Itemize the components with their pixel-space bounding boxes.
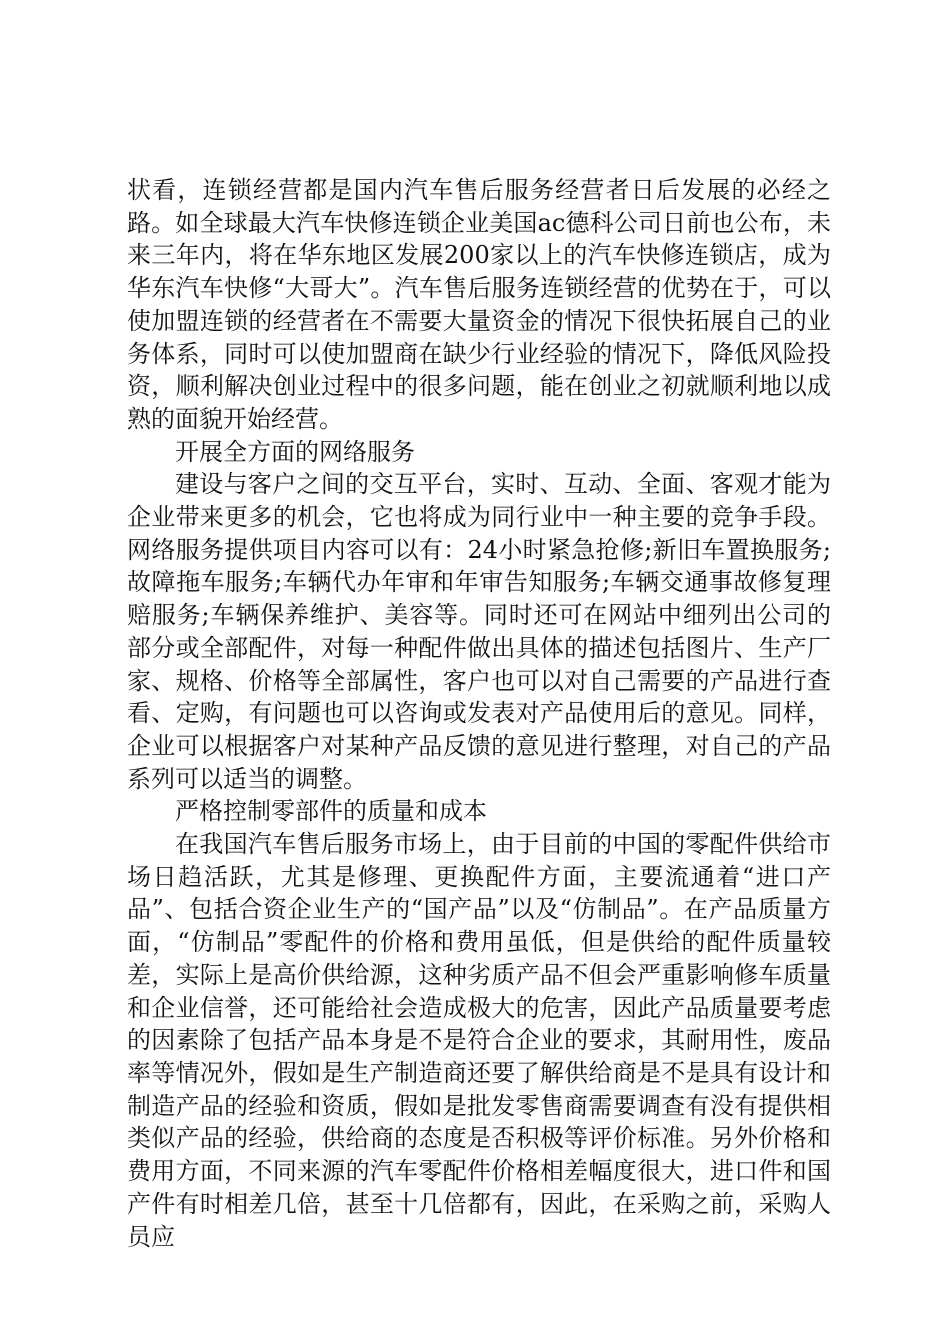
paragraph-network-service: 建设与客户之间的交互平台，实时、互动、全面、客观才能为企业带来更多的机会，它也将成为同行业中一种主要的竞争手段。网络服务提供项目内容可以有：24小时紧急抢修;新旧车置换服务;故障拖车服务;车辆代办年审和年审告知服务;车辆交通事故修复理赔服务;车辆保养维护、美容等。同时还可在网站中细列出公司的部分或全部配件，对每一种配件做出具体的描述包括图片、生产厂家、规格、价格等全部属性，客户也可以对自己需要的产品进行查看、定购，有问题也可以咨询或发表对产品使用后的意见。同样，企业可以根据客户对某种产品反馈的意见进行整理，对自己的产品系列可以适当的调整。 [127,470,831,793]
heading-network-service: 开展全方面的网络服务 [175,437,415,466]
paragraph-chain-operation: 状看，连锁经营都是国内汽车售后服务经营者日后发展的必经之路。如全球最大汽车快修连锁企业美国ac德科公司日前也公布，未来三年内，将在华东地区发展200家以上的汽车快修连锁店，成为华东汽车快修“大哥大”。汽车售后服务连锁经营的优势在于，可以使加盟连锁的经营者在不需要大量资金的情况下很快拓展自己的业务体系，同时可以使加盟商在缺少行业经验的情况下，降低风险投资，顺利解决创业过程中的很多问题，能在创业之初就顺利地以成熟的面貌开始经营。 [127,176,831,433]
paragraph-parts-quality: 在我国汽车售后服务市场上，由于目前的中国的零配件供给市场日趋活跃，尤其是修理、更换配件方面，主要流通着“进口产品”、包括合资企业生产的“国产品”以及“仿制品”。在产品质量方面，“仿制品”零配件的价格和费用虽低，但是供给的配件质量较差，实际上是高价供给源，这种劣质产品不但会严重影响修车质量和企业信誉，还可能给社会造成极大的危害，因此产品质量要考虑的因素除了包括产品本身是不是符合企业的要求，其耐用性，废品率等情况外，假如是生产制造商还要了解供给商是不是具有设计和制造产品的经验和资质，假如是批发零售商需要调查有没有提供相类似产品的经验，供给商的态度是否积极等评价标准。另外价格和费用方面，不同来源的汽车零配件价格相差幅度很大，进口件和国产件有时相差几倍，甚至十几倍都有，因此，在采购之前，采购人员应 [127,830,831,1251]
heading-parts-quality: 严格控制零部件的质量和成本 [175,797,487,826]
document-body [127,174,831,1253]
